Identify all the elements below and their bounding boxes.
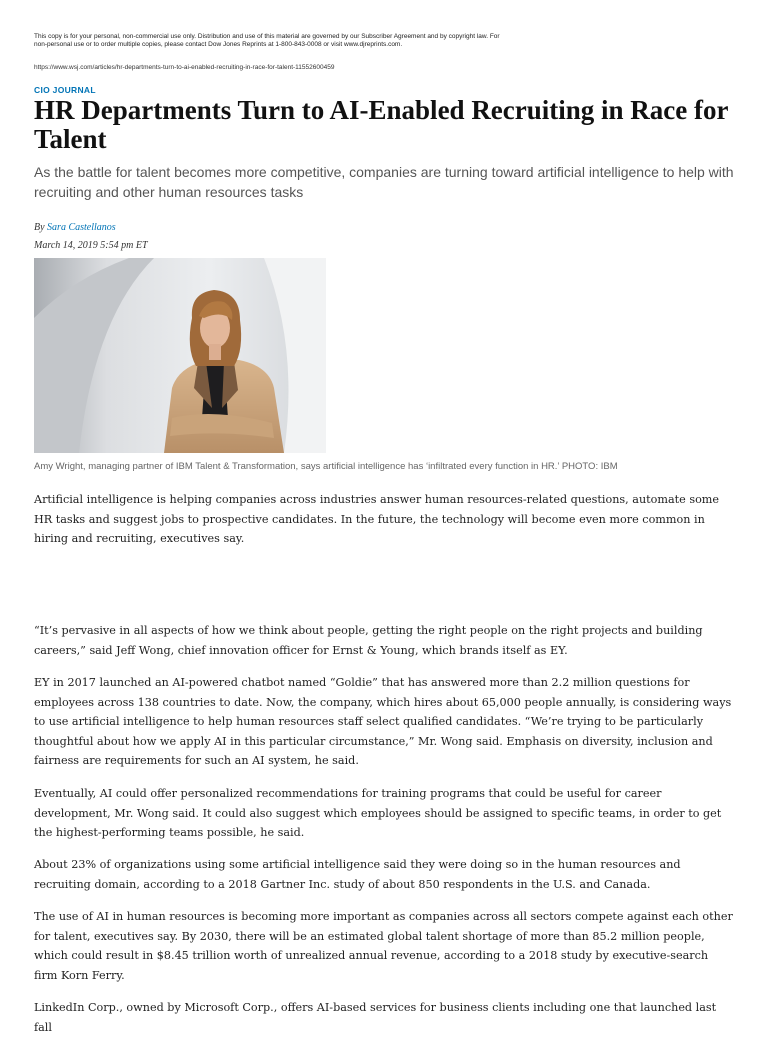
article-url[interactable]: https://www.wsj.com/articles/hr-departments-turn-to-ai-enabled-recruiting-in-race-for-talent-11552600459 — [34, 64, 335, 71]
copyright-notice — [34, 33, 574, 49]
paragraph-2: “It’s pervasive in all aspects of how we think about people, getting the right people on the right projects and building careers,” said Jeff Wong, chief innovation officer for Ernst & Young, which brands itself as EY. — [34, 624, 703, 657]
paragraph-5: About 23% of organizations using some artificial intelligence said they were doing so in the human resources and recruiting domain, according to a 2018 Gartner Inc. study of about 850 respondents in the U.S. and Canada. — [34, 858, 681, 891]
photo-caption: Amy Wright, managing partner of IBM Talent & Transformation, says artificial intelligence has ‘infiltrated every function in HR.’ PHOTO: IBM — [34, 461, 618, 472]
copyright-notice-line-1: This copy is for your personal, non-commercial use only. Distribution and use of this material are governed by our Subscriber Agreement and by copyright law. For — [34, 33, 500, 40]
byline-prefix: By — [34, 222, 48, 233]
article-dek: As the battle for talent becomes more competitive, companies are turning toward artificial intelligence to help with recruiting and other human resources tasks — [34, 164, 734, 200]
paragraph-3: EY in 2017 launched an AI-powered chatbot named “Goldie” that has answered more than 2.2 million questions for employees across 138 countries to date. Now, the company, which hires about 65,000 people annually, is considering ways to use artificial intelligence to help human resources staff select qualified candidates. “We’re trying to be particularly thoughtful about how we apply AI in this particular circumstance,” Mr. Wong said. Emphasis on diversity, inclusion and fairness are requirements for such an AI system, he said. — [34, 676, 732, 767]
article-headline: HR Departments Turn to AI-Enabled Recruiting in Race for Talent — [34, 95, 729, 154]
paragraph-7: LinkedIn Corp., owned by Microsoft Corp., offers AI-based services for business clients including one that launched last fall — [34, 1001, 717, 1034]
paragraph-1: Artificial intelligence is helping companies across industries answer human resources-related questions, automate some HR tasks and suggest jobs to prospective candidates. In the future, the technology will become even more common in hiring and recruiting, executives say. — [34, 493, 720, 545]
byline — [34, 222, 116, 233]
paragraph-6: The use of AI in human resources is becoming more important as companies across all sectors compete against each other for talent, executives say. By 2030, there will be an estimated global talent shortage of more than 85.2 million people, which could result in $8.45 trillion worth of unrealized annual revenue, according to a 2018 study by executive-search firm Korn Ferry. — [34, 910, 733, 982]
paragraph-4: Eventually, AI could offer personalized recommendations for training programs that could be useful for career development, Mr. Wong said. It could also suggest which employees should be assigned to specific teams, in order to get the highest-performing teams possible, he said. — [34, 787, 722, 839]
author-link[interactable]: Sara Castellanos — [47, 222, 116, 233]
section-label[interactable]: CIO JOURNAL — [34, 85, 96, 95]
portrait-illustration — [34, 258, 326, 453]
copyright-notice-line-2: non-personal use or to order multiple copies, please contact Dow Jones Reprints at 1-800-843-0008 or visit www.djreprints.com. — [34, 41, 403, 48]
article-photo — [34, 258, 326, 453]
publish-date: March 14, 2019 5:54 pm ET — [34, 240, 148, 251]
